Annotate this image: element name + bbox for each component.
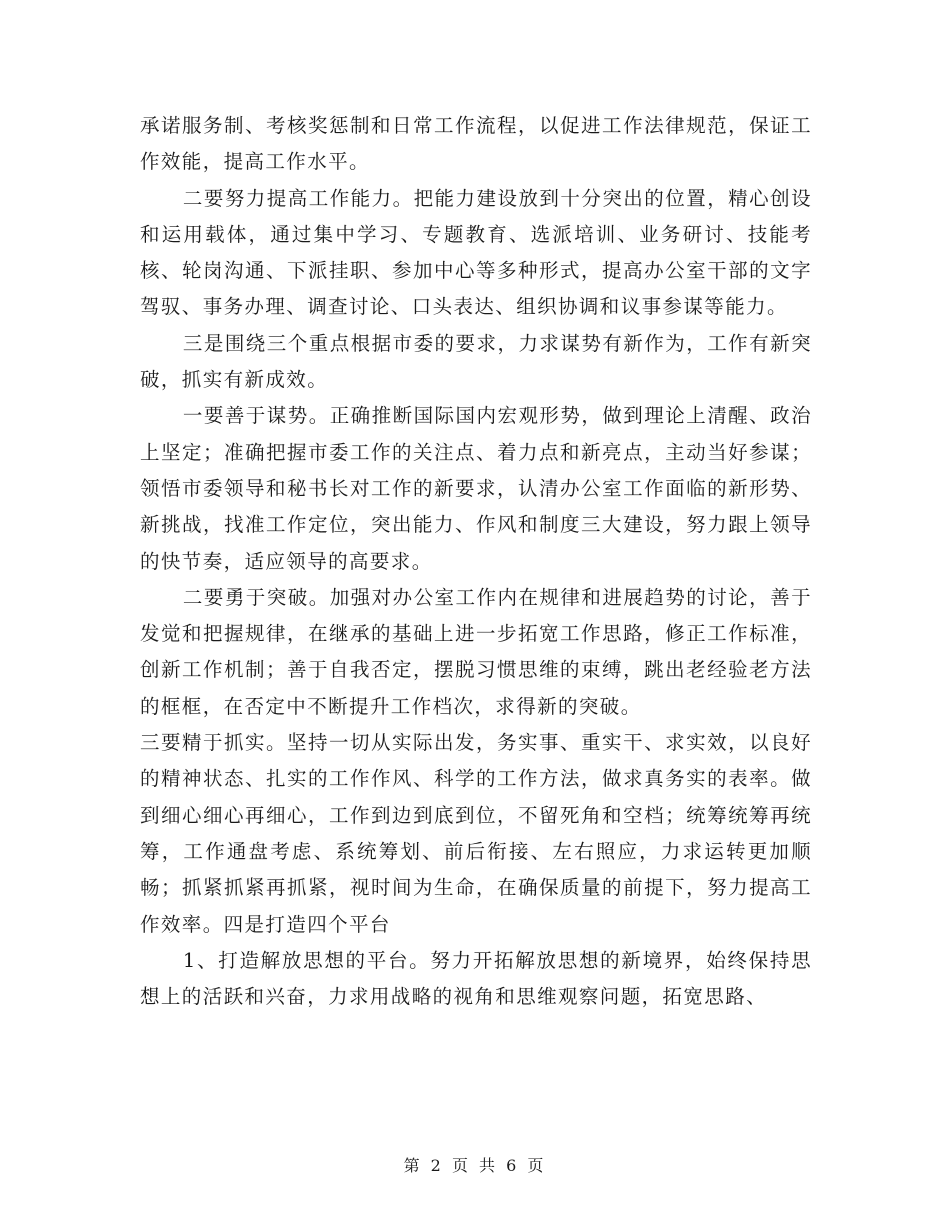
paragraph-3: 三是围绕三个重点根据市委的要求，力求谋势有新作为，工作有新突破，抓实有新成效。 [140, 331, 812, 392]
paragraph-5: 二要勇于突破。加强对办公室工作内在规律和进展趋势的讨论，善于发觉和把握规律，在继承的基础上进一步拓宽工作思路，修正工作标准，创新工作机制；善于自我否定，摆脱习惯思维的束缚，跳出老经验老方法的框框，在否定中不断提升工作档次，求得新的突破。 [140, 585, 812, 718]
page-footer [0, 1153, 950, 1176]
paragraph-6: 三要精于抓实。坚持一切从实际出发，务实事、重实干、求实效，以良好的精神状态、扎实的工作作风、科学的工作方法，做求真务实的表率。做到细心细心再细心，工作到边到底到位，不留死角和空档；统筹统筹再统筹，工作通盘考虑、系统筹划、前后衔接、左右照应，力求运转更加顺畅；抓紧抓紧再抓紧，视时间为生命，在确保质量的前提下，努力提高工作效率。四是打造四个平台 [140, 731, 812, 936]
paragraph-7: 1、打造解放思想的平台。努力开拓解放思想的新境界，始终保持思想上的活跃和兴奋，力求用战略的视角和思维观察问题，拓宽思路、 [140, 948, 812, 1009]
paragraph-4: 一要善于谋势。正确推断国际国内宏观形势，做到理论上清醒、政治上坚定；准确把握市委工作的关注点、着力点和新亮点，主动当好参谋；领悟市委领导和秘书长对工作的新要求，认清办公室工作面临的新形势、新挑战，找准工作定位，突出能力、作风和制度三大建设，努力跟上领导的快节奏，适应领导的高要求。 [140, 404, 812, 573]
page-number-label: 第 2 页 共 6 页 [403, 1156, 547, 1175]
paragraph-1: 承诺服务制、考核奖惩制和日常工作流程，以促进工作法律规范，保证工作效能，提高工作水平。 [140, 114, 812, 174]
paragraph-2: 二要努力提高工作能力。把能力建设放到十分突出的位置，精心创设和运用载体，通过集中学习、专题教育、选派培训、业务研讨、技能考核、轮岗沟通、下派挂职、参加中心等多种形式，提高办公室干部的文字驾驭、事务办理、调查讨论、口头表达、组织协调和议事参谋等能力。 [140, 186, 812, 319]
document-body [140, 108, 812, 1015]
